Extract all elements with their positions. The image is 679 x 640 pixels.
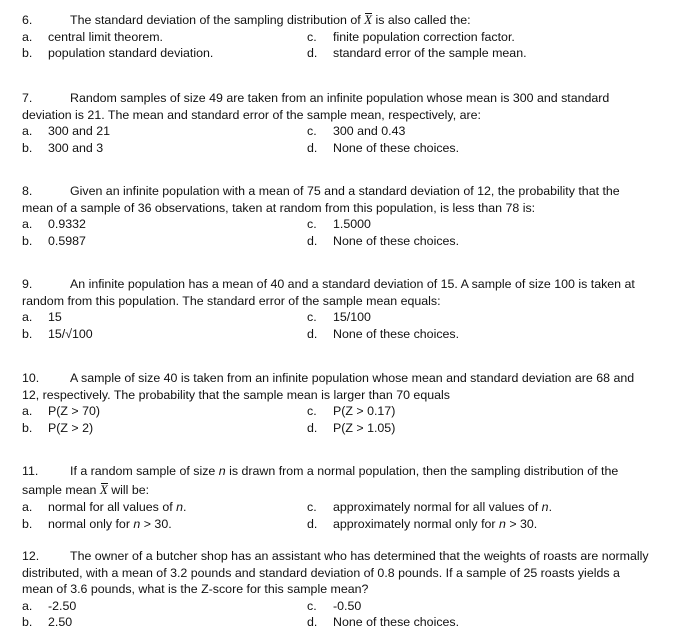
question-stem: 6. The standard deviation of the sampling distribution of X is also called the:: [22, 12, 471, 27]
option-c[interactable]: c. 15/100: [307, 310, 371, 324]
question-11: 11. If a random sample of size n is drawn from a normal population, then the sampling distribution of the sample mean X will be: a. normal for all values of n. c. approximately normal for all values of n. b. normal only for n > 30. d. approximately normal only for n > 30.: [22, 463, 662, 532]
question-number: 7.: [22, 91, 33, 105]
question-number: 9.: [22, 277, 33, 291]
option-c[interactable]: c. 300 and 0.43: [307, 124, 406, 138]
question-8: 8. Given an infinite population with a mean of 75 and a standard deviation of 12, the probability that the mean of a sample of 36 observations, taken at random from this population, is less than 78 is: a. 0.9332 c. 1.5000 b. 0.5987 d. None of these choices.: [22, 183, 662, 249]
question-9: 9. An infinite population has a mean of 40 and a standard deviation of 15. A sample of size 100 is taken at random from this population. The standard error of the sample mean equals: a. 15 c. 15/100 b. 15/√100 d. None of these choices.: [22, 276, 662, 342]
option-c[interactable]: c. -0.50: [307, 598, 362, 613]
option-b[interactable]: b. normal only for n > 30.: [22, 516, 172, 531]
question-7: 7. Random samples of size 49 are taken from an infinite population whose mean is 300 and standard deviation is 21. The mean and standard error of the sample mean, respectively, are: a. 300 and 21 c. 300 and 0.43 b. 300 and 3 d. None of these choices.: [22, 90, 662, 156]
option-b[interactable]: b. 300 and 3: [22, 140, 104, 155]
option-a[interactable]: a. 15: [22, 310, 62, 324]
option-d[interactable]: d. approximately normal only for n > 30.: [307, 516, 538, 531]
question-stem: 11. If a random sample of size n is drawn from a normal population, then the sampling distribution of the: [22, 464, 619, 478]
option-a[interactable]: a. normal for all values of n.: [22, 500, 187, 514]
option-b[interactable]: b. population standard deviation.: [22, 46, 214, 60]
option-a[interactable]: a. 0.9332: [22, 217, 86, 231]
option-b[interactable]: b. 0.5987: [22, 233, 86, 248]
option-d[interactable]: d. standard error of the sample mean.: [307, 46, 527, 60]
option-b[interactable]: b. 2.50: [22, 615, 73, 629]
option-d[interactable]: d. None of these choices.: [307, 615, 460, 629]
question-stem: 7. Random samples of size 49 are taken from an infinite population whose mean is 300 and standard: [22, 91, 610, 105]
option-d[interactable]: d. P(Z > 1.05): [307, 420, 396, 435]
option-b[interactable]: b. P(Z > 2): [22, 420, 94, 435]
option-c[interactable]: c. 1.5000: [307, 217, 371, 231]
option-c[interactable]: c. P(Z > 0.17): [307, 404, 396, 418]
question-number: 12.: [22, 549, 40, 563]
question-stem: 9. An infinite population has a mean of 40 and a standard deviation of 15. A sample of size 100 is taken at: [22, 277, 635, 291]
x-bar-symbol: X: [99, 481, 108, 497]
question-6: [22, 12, 662, 62]
question-stem: 12. The owner of a butcher shop has an assistant who has determined that the weights of roasts are normally: [22, 549, 649, 563]
question-stem: 10. A sample of size 40 is taken from an infinite population whose mean and standard deviation are 68 and: [22, 371, 635, 385]
x-bar-symbol: X: [364, 12, 373, 27]
option-a[interactable]: a. central limit theorem.: [22, 29, 163, 44]
question-10: 10. A sample of size 40 is taken from an infinite population whose mean and standard deviation are 68 and 12, respectively. The probability that the sample mean is larger than 70 equals a. P(Z > 70) c. P(Z > 0.17) b. P(Z > 2) d. P(Z > 1.05): [22, 370, 662, 436]
option-d[interactable]: d. None of these choices.: [307, 140, 460, 155]
option-a[interactable]: a. -2.50: [22, 598, 77, 613]
option-c[interactable]: c. approximately normal for all values of n.: [307, 500, 553, 514]
option-b[interactable]: b. 15/√100: [22, 326, 93, 341]
option-a[interactable]: a. 300 and 21: [22, 124, 111, 138]
question-number: 11.: [22, 464, 39, 478]
question-number: 10.: [22, 371, 40, 385]
option-d[interactable]: d. None of these choices.: [307, 326, 460, 341]
option-c[interactable]: c. finite population correction factor.: [307, 29, 515, 44]
question-number: 8.: [22, 184, 33, 198]
question-stem: 8. Given an infinite population with a mean of 75 and a standard deviation of 12, the probability that the: [22, 184, 620, 198]
question-12: 12. The owner of a butcher shop has an assistant who has determined that the weights of roasts are normally distributed, with a mean of 3.2 pounds and standard deviation of 0.8 pounds. If a sample of 25 roasts yields a mean of 3.6 pounds, what is the Z-score for this sample mean? a. -2.50 c. -0.50 b. 2.50 d. None of these choices.: [22, 548, 662, 631]
option-d[interactable]: d. None of these choices.: [307, 233, 460, 248]
option-a[interactable]: a. P(Z > 70): [22, 404, 100, 418]
question-number: 6.: [22, 13, 33, 27]
